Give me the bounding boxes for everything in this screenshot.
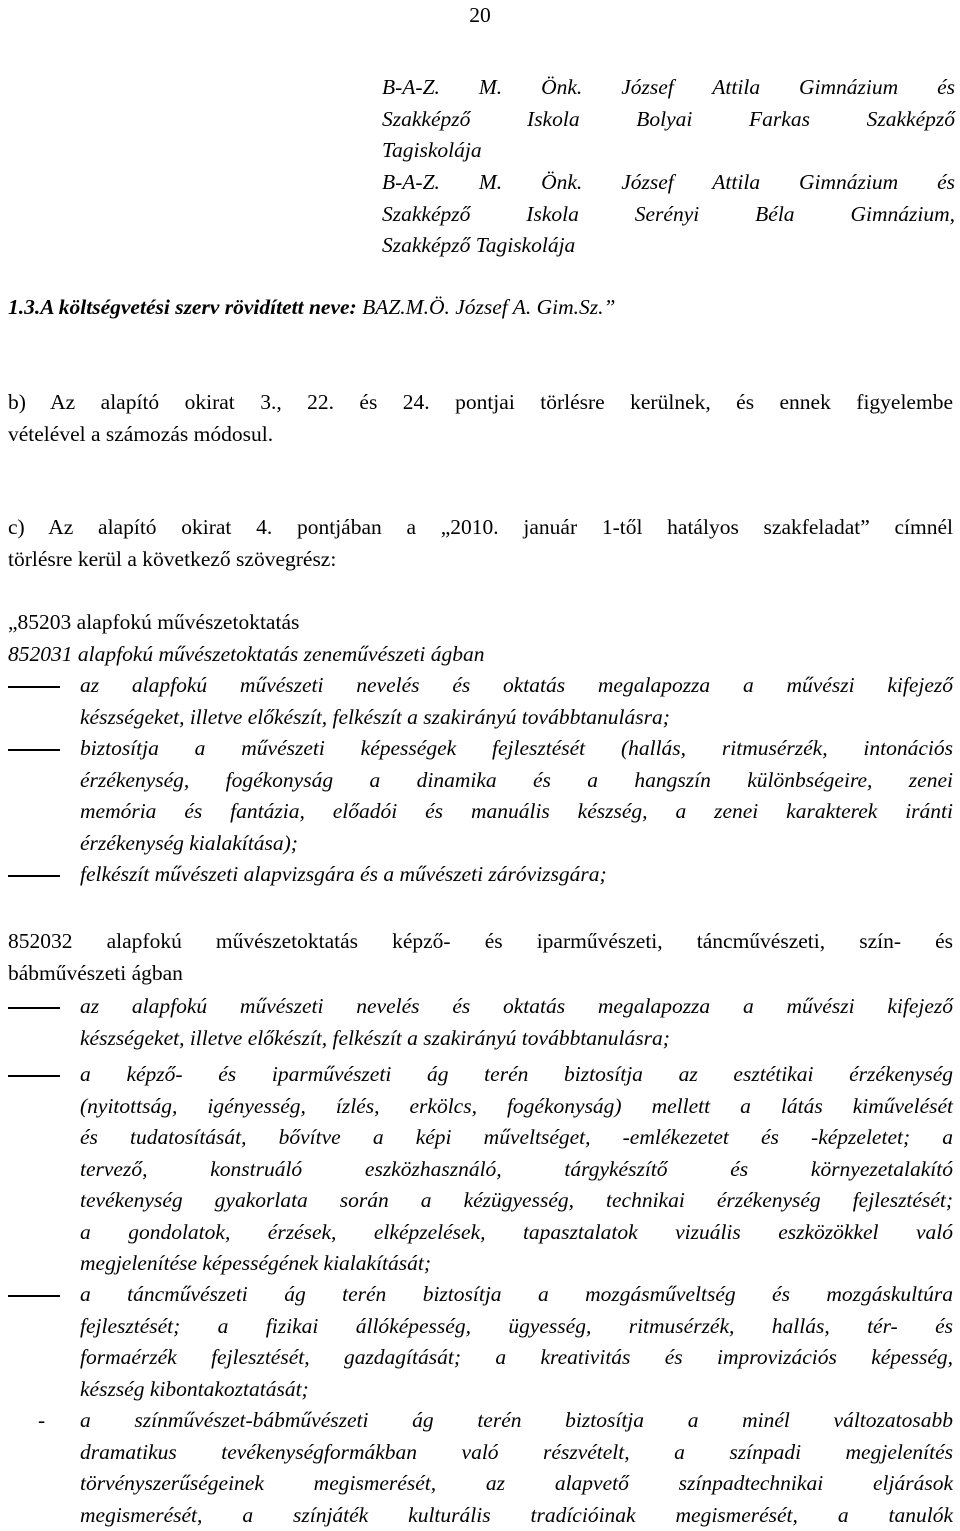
text-line: a képző- és iparművészeti ág terén biztosítja az esztétikai érzékenység — [80, 1059, 953, 1091]
text-line: bábművészeti ágban — [8, 958, 953, 990]
section-85203 — [8, 607, 953, 670]
text-line: b) Az alapító okirat 3., 22. és 24. pontjai törlésre kerülnek, és ennek figyelembe — [8, 387, 953, 419]
text-line: (nyitottság, igényesség, ízlés, erkölcs, fogékonyság) mellett a látás kiművelését — [80, 1091, 953, 1123]
code-line: „85203 alapfokú művészetoktatás — [8, 607, 953, 639]
list-item — [8, 1059, 953, 1280]
text-line: és tudatosítását, bővítve a képi műveltséget, -emlékezetet és -képzeletet; a — [80, 1122, 953, 1154]
text-line: az alapfokú művészeti nevelés és oktatás megalapozza a művészi kifejező — [80, 670, 953, 702]
text-line: érzékenység, fogékonyság a dinamika és a hangszín különbségeire, zenei — [80, 765, 953, 797]
text-line: B-A-Z. M. Önk. József Attila Gimnázium és — [382, 167, 955, 199]
text-line: megismerését, a színjáték kulturális tradícióinak megismerését, a tanulók — [80, 1500, 953, 1531]
paragraph-b — [8, 387, 953, 450]
text-line: törlésre kerül a következő szövegrész: — [8, 544, 953, 576]
text-line: a táncművészeti ág terén biztosítja a mozgásműveltség és mozgáskultúra — [80, 1279, 953, 1311]
paragraph-c — [8, 512, 953, 575]
text-line: B-A-Z. M. Önk. József Attila Gimnázium és — [382, 72, 955, 104]
section-852032 — [8, 926, 953, 989]
text-line: készségeket, illetve előkészít, felkészít a szakirányú továbbtanulásra; — [80, 1023, 953, 1055]
text-line: tervező, konstruáló eszközhasználó, tárgykészítő és környezetalakító — [80, 1154, 953, 1186]
page-number: 20 — [0, 0, 960, 30]
text-line: törvényszerűségeinek megismerését, az alapvető színpadtechnikai eljárások — [80, 1468, 953, 1500]
short-name-value: BAZ.M.Ö. József A. Gim.Sz. — [362, 295, 603, 319]
list-item — [8, 991, 953, 1054]
text-line: Szakképző Iskola Serényi Béla Gimnázium, — [382, 199, 955, 231]
text-line: megjelenítése képességének kialakítását; — [80, 1248, 953, 1280]
text-line: felkészít művészeti alapvizsgára és a művészeti záróvizsgára; — [80, 859, 953, 891]
list-item — [8, 859, 953, 891]
text-line: vételével a számozás módosul. — [8, 419, 953, 451]
text-line: Szakképző Tagiskolája — [382, 230, 955, 262]
list-item — [8, 670, 953, 733]
list-item — [8, 1405, 953, 1529]
list-item — [8, 733, 953, 859]
text-line: memória és fantázia, előadói és manuális készség, a zenei karakterek iránti — [80, 796, 953, 828]
hyphen-bullet: - — [38, 1405, 45, 1437]
text-line: érzékenység kialakítása); — [80, 828, 953, 860]
text-line: az alapfokú művészeti nevelés és oktatás megalapozza a művészi kifejező — [80, 991, 953, 1023]
text-line: 852032 alapfokú művészetoktatás képző- és iparművészeti, táncművészeti, szín- és — [8, 926, 953, 958]
text-line: a gondolatok, érzések, elképzelések, tapasztalatok vizuális eszközökkel való — [80, 1217, 953, 1249]
text-line: dramatikus tevékenységformákban való részvételt, a színpadi megjelenítés — [80, 1437, 953, 1469]
school-name-1 — [382, 72, 955, 167]
school-name-2 — [382, 167, 955, 262]
text-line: a színművészet-bábművészeti ág terén biztosítja a minél változatosabb — [80, 1405, 953, 1437]
list-item — [8, 1279, 953, 1405]
closing-quote: ” — [604, 295, 616, 319]
text-line: készség kibontakoztatását; — [80, 1374, 953, 1406]
text-line: biztosítja a művészeti képességek fejlesztését (hallás, ritmusérzék, intonációs — [80, 733, 953, 765]
text-line: formaérzék fejlesztését, gazdagítását; a kreativitás és improvizációs képesség, — [80, 1342, 953, 1374]
sub-line: 852031 alapfokú művészetoktatás zeneművészeti ágban — [8, 639, 953, 671]
short-name — [8, 292, 953, 324]
text-line: Szakképző Iskola Bolyai Farkas Szakképző — [382, 104, 955, 136]
text-line: tevékenység gyakorlata során a kézügyesség, technikai érzékenység fejlesztését; — [80, 1185, 953, 1217]
short-name-label: 1.3.A költségvetési szerv rövidített neve: — [8, 295, 357, 319]
text-line: Tagiskolája — [382, 135, 955, 167]
text-line: fejlesztését; a fizikai állóképesség, ügyesség, ritmusérzék, hallás, tér- és — [80, 1311, 953, 1343]
text-line: készségeket, illetve előkészít, felkészít a szakirányú továbbtanulásra; — [80, 702, 953, 734]
text-line: c) Az alapító okirat 4. pontjában a „2010. január 1-től hatályos szakfeladat” címnél — [8, 512, 953, 544]
